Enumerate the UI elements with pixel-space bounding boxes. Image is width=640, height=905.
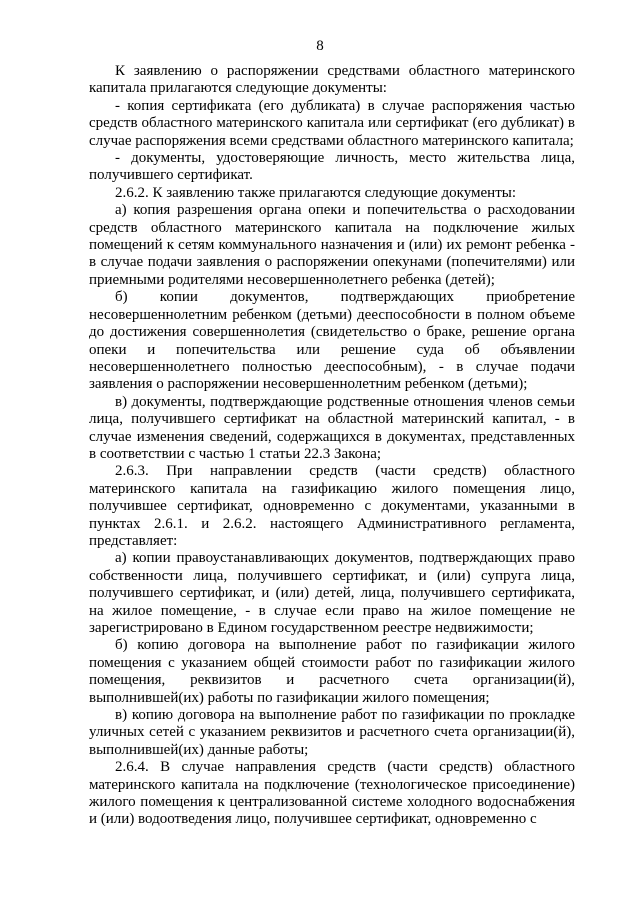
paragraph-2-6-2: 2.6.2. К заявлению также прилагаются следующие документы: <box>115 184 517 201</box>
paragraph-2-6-2-v: в) документы, подтверждающие родственные отношения членов семьи лица, получившего сертификат на областной материнский капитал, - в случае изменения сведений, содержащихся в документах, представленных в соответствии с частью 1 статьи 22.3 Закона; <box>89 393 575 462</box>
paragraph-2-6-2-b: б) копии документов, подтверждающих приобретение несовершеннолетним ребенком (детьми) дееспособности в полном объеме до достижения совершеннолетия (свидетельство о браке, решение органа опеки и попечительства или решение суда об объявлении несовершеннолетнего полностью дееспособным), - в случае подачи заявления о распоряжении несовершеннолетним ребенком (детьми); <box>89 289 575 393</box>
paragraph-certificate-copy: - копия сертификата (его дубликата) в случае распоряжения частью средств областного материнского капитала или сертификат (его дубликат) в случае распоряжения всеми средствами областного материнского капитала; <box>89 97 575 149</box>
paragraph-2-6-4: 2.6.4. В случае направления средств (части средств) областного материнского капитала на подключение (технологическое присоединение) жилого помещения к централизованной системе холодного водоснабжения и (или) водоотведения лицо, получившее сертификат, одновременно с <box>89 759 575 828</box>
paragraph-2-6-3: 2.6.3. При направлении средств (части средств) областного материнского капитала на газификацию жилого помещения лицо, получившее сертификат, одновременно с документами, указанными в пунктах 2.6.1. и 2.6.2. настоящего Административного регламента, представляет: <box>89 463 575 549</box>
paragraph-2-6-3-b: б) копию договора на выполнение работ по газификации жилого помещения с указанием общей стоимости работ по газификации жилого помещения, реквизитов и расчетного счета организации(й), выполнившей(их) работы по газификации жилого помещения; <box>89 637 575 706</box>
paragraph-2-6-2-a: а) копия разрешения органа опеки и попечительства о расходовании средств областного материнского капитала на подключение жилых помещений к сетям коммунального назначения и (или) их ремонт ребенка - в случае подачи заявления о распоряжении опекунами (попечителями) или приемными родителями несовершеннолетнего ребенка (детей); <box>89 202 575 288</box>
paragraph-2-6-3-v: в) копию договора на выполнение работ по газификации по прокладке уличных сетей с указанием реквизитов и расчетного счета организации(й), выполнившей(их) данные работы; <box>89 707 575 758</box>
paragraph-application-documents-intro: К заявлению о распоряжении средствами областного материнского капитала прилагаются следующие документы: <box>89 63 575 97</box>
paragraph-identity-documents: - документы, удостоверяющие личность, место жительства лица, получившего сертификат. <box>89 150 575 184</box>
page-number: 8 <box>316 38 324 54</box>
document-body <box>89 63 575 829</box>
paragraph-2-6-3-a: а) копии правоустанавливающих документов, подтверждающих право собственности лица, получившего сертификат, и (или) супруга лица, получившего сертификат, и (или) детей, лица, получившего сертификата, на жилое помещение, - в случае если право на жилое помещение не зарегистрировано в Едином государственном реестре недвижимости; <box>89 550 575 636</box>
